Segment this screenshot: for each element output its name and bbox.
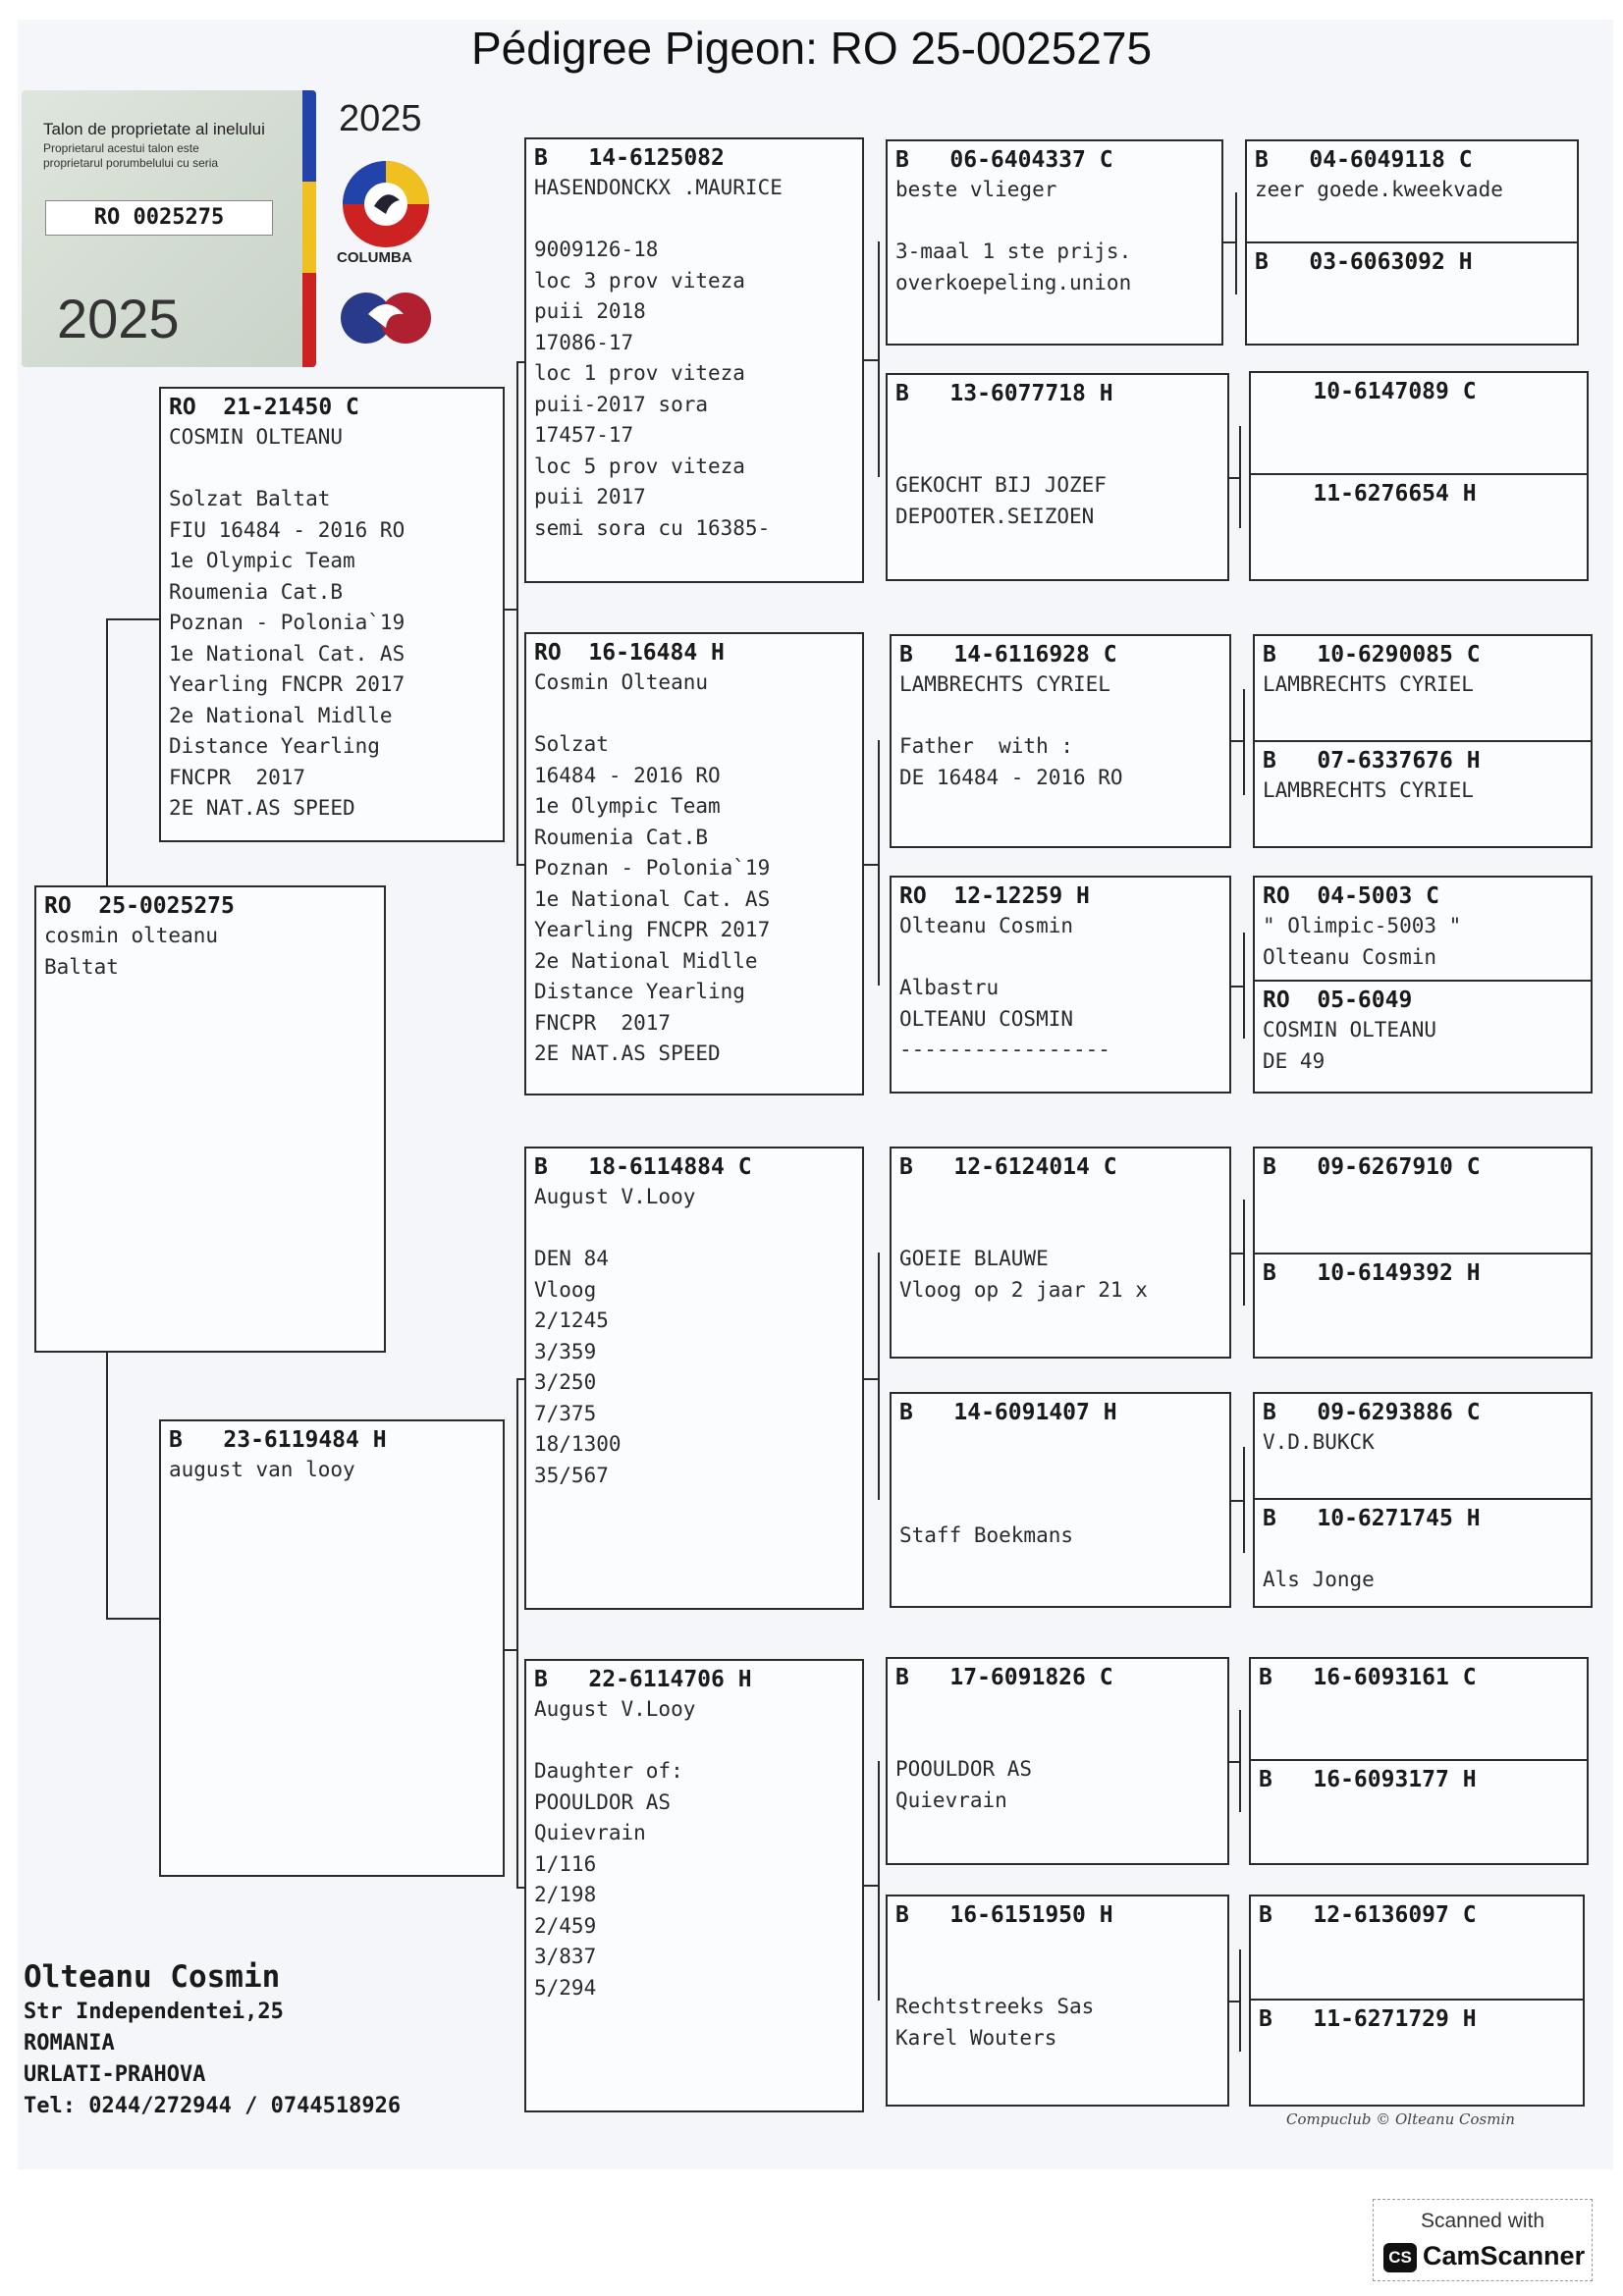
gen3-card-3: B 14-6116928 C LAMBRECHTS CYRIEL Father with : DE 16484 - 2016 RO	[890, 634, 1231, 848]
gen4-pair-3: B 10-6290085 C LAMBRECHTS CYRIEL B 07-6337676 H LAMBRECHTS CYRIEL	[1253, 634, 1593, 848]
owner-country: ROMANIA	[24, 2031, 115, 2056]
sire-card	[159, 387, 505, 842]
gen3-card-1: B 06-6404337 C beste vlieger 3-maal 1 ste prijs. overkoepeling.union	[886, 139, 1223, 346]
logo-year: 2025	[339, 98, 422, 139]
gen4-pair-2: 10-6147089 C 11-6276654 H	[1249, 371, 1589, 581]
gen3-card-2: B 13-6077718 H GEKOCHT BIJ JOZEF DEPOOTER.SEIZOEN	[886, 373, 1229, 581]
dam-ring: B 23-6119484 H	[169, 1427, 387, 1453]
camscanner-logo-icon: CS	[1383, 2243, 1417, 2272]
federation-emblem-icon	[339, 285, 433, 347]
ticket-year: 2025	[57, 288, 180, 349]
page-title: Pédigree Pigeon: RO 25-0025275	[470, 23, 1153, 74]
gen2-card-2: RO 16-16484 H Cosmin Olteanu Solzat 16484 - 2016 RO 1e Olympic Team Roumenia Cat.B Poznan - Polonia`19 1e National Cat. AS Yearling FNCPR 2017 2e National Midlle Distance Yearling FNCPR 2017 2E NAT.AS SPEED	[524, 632, 864, 1095]
camscanner-badge	[1373, 2199, 1593, 2281]
gen4-pair-7: B 16-6093161 C B 16-6093177 H	[1249, 1657, 1589, 1865]
owner-phone: Tel: 0244/272944 / 0744518926	[24, 2094, 402, 2118]
scanned-with-label: Scanned with	[1420, 2210, 1545, 2232]
ticket-ring-number: RO 0025275	[45, 200, 273, 236]
ticket-subtitle: Proprietarul acestui talon este proprietarul porumbelului cu seria	[43, 141, 219, 170]
columba-logo-icon	[339, 157, 433, 251]
owner-address: Str Independentei,25	[24, 2000, 284, 2024]
gen3-card-5: B 12-6124014 C GOEIE BLAUWE Vloog op 2 jaar 21 x	[890, 1147, 1231, 1359]
columba-logo-text: COLUMBA	[337, 249, 412, 266]
gen4-pair-4: RO 04-5003 C " Olimpic-5003 " Olteanu Cosmin RO 05-6049 COSMIN OLTEANU DE 49	[1253, 876, 1593, 1094]
gen2-card-4: B 22-6114706 H August V.Looy Daughter of: POOULDOR AS Quievrain 1/116 2/198 2/459 3/837 5/294	[524, 1659, 864, 2112]
subject-pigeon-card	[34, 885, 386, 1353]
gen4-pair-1: B 04-6049118 C zeer goede.kweekvade B 03-6063092 H	[1245, 139, 1579, 346]
owner-city: URLATI-PRAHOVA	[24, 2062, 206, 2087]
gen2-card-3: B 18-6114884 C August V.Looy DEN 84 Vloog 2/1245 3/359 3/250 7/375 18/1300 35/567	[524, 1147, 864, 1610]
gen3-card-6: B 14-6091407 H Staff Boekmans	[890, 1392, 1231, 1608]
dam-breeder: august van looy	[169, 1458, 355, 1481]
gen4-pair-5: B 09-6267910 C B 10-6149392 H	[1253, 1147, 1593, 1359]
sire-lines: COSMIN OLTEANU Solzat Baltat FIU 16484 - 2016 RO 1e Olympic Team Roumenia Cat.B Poznan - Polonia`19 1e National Cat. AS Yearling FNCPR 2017 2e National Midlle Distance Yearling FNCPR 2017 2E NAT.AS SPEED	[169, 425, 406, 820]
owner-name: Olteanu Cosmin	[24, 1959, 281, 1995]
gen3-card-8: B 16-6151950 H Rechtstreeks Sas Karel Wouters	[886, 1895, 1229, 2107]
subject-ring: RO 25-0025275	[44, 893, 235, 919]
gen4-pair-6: B 09-6293886 C V.D.BUKCK B 10-6271745 H Als Jonge	[1253, 1392, 1593, 1608]
tricolor-stripe	[302, 90, 316, 367]
gen4-pair-8: B 12-6136097 C B 11-6271729 H	[1249, 1895, 1585, 2107]
ring-ownership-ticket	[22, 90, 316, 367]
gen3-card-4: RO 12-12259 H Olteanu Cosmin Albastru OLTEANU COSMIN -----------------	[890, 876, 1231, 1094]
ticket-title: Talon de proprietate al inelului	[43, 120, 265, 138]
gen3-card-7: B 17-6091826 C POOULDOR AS Quievrain	[886, 1657, 1229, 1865]
subject-lines: cosmin olteanu Baltat	[44, 924, 219, 979]
gen2-card-1: B 14-6125082 HASENDONCKX .MAURICE 9009126-18 loc 3 prov viteza puii 2018 17086-17 loc 1 prov viteza puii-2017 sora 17457-17 loc 5 prov viteza puii 2017 semi sora cu 16385-	[524, 137, 864, 583]
sire-ring: RO 21-21450 C	[169, 395, 359, 420]
camscanner-brand: CamScanner	[1423, 2241, 1586, 2270]
owner-info	[24, 1957, 401, 2122]
dam-card	[159, 1419, 505, 1877]
software-credit: Compuclub © Olteanu Cosmin	[1286, 2110, 1515, 2128]
